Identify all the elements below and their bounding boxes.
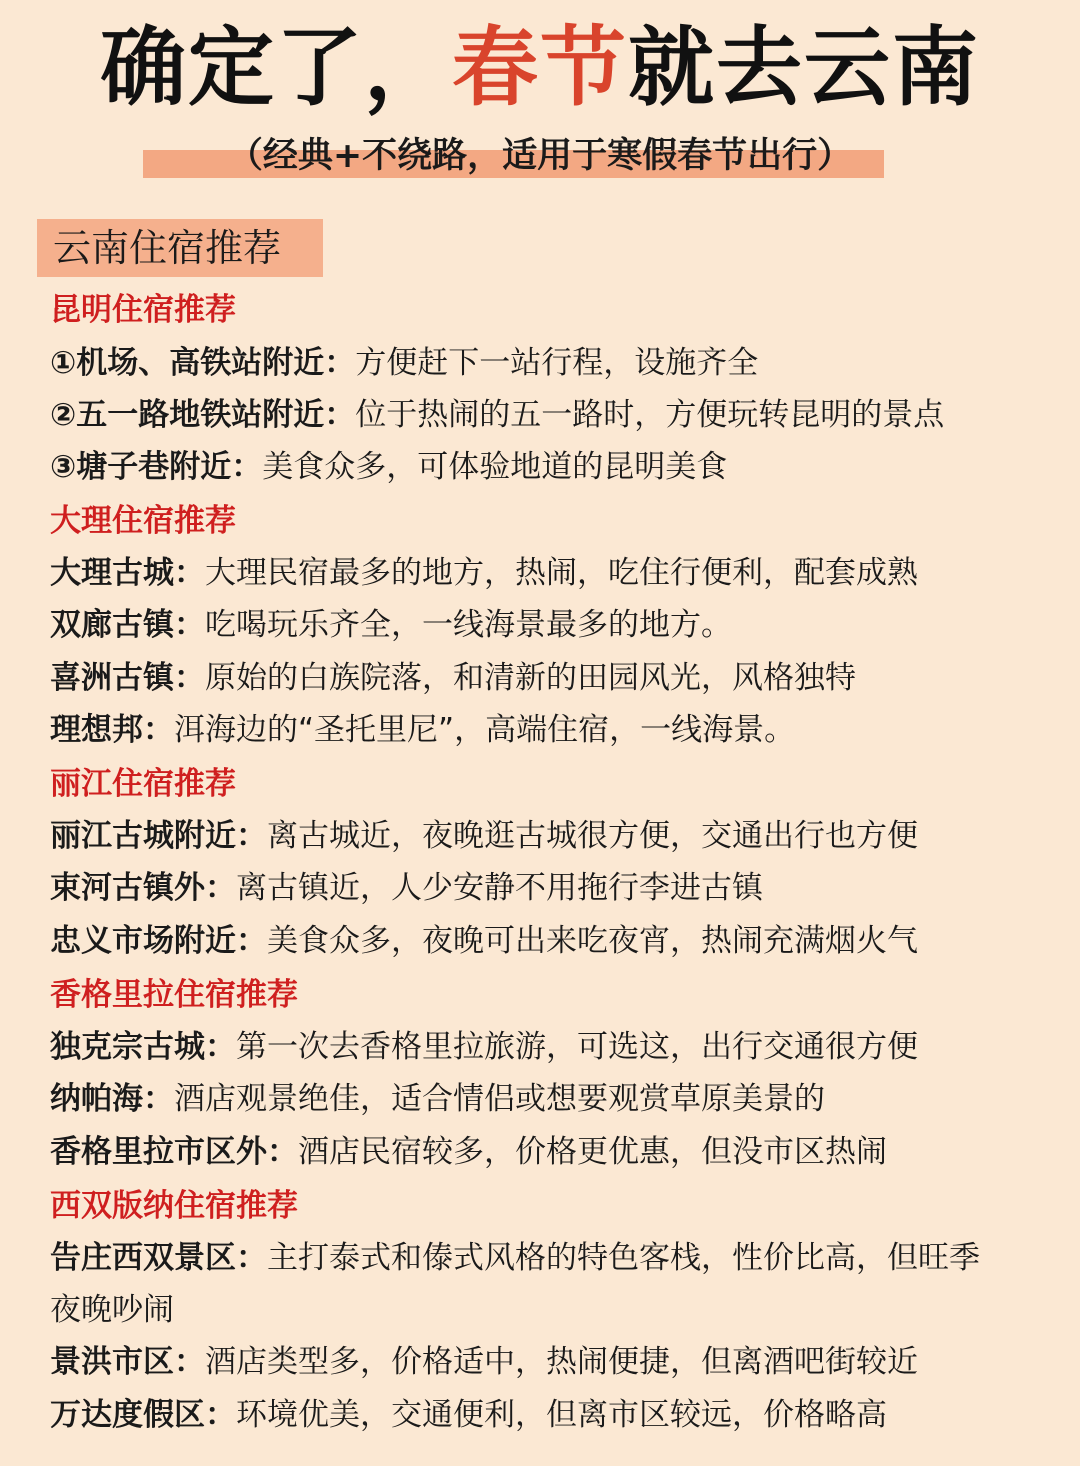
region-title-shangrila: 香格里拉住宿推荐 (50, 977, 298, 1013)
item-value: 离古镇近，人少安静不用拖行李进古镇 (236, 870, 763, 906)
item-key: ②五一路地铁站附近： (50, 397, 356, 433)
item-key: ③塘子巷附近： (50, 449, 263, 485)
list-item (50, 1389, 1050, 1441)
list-item (50, 547, 1050, 599)
item-value: 美食众多，可体验地道的昆明美食 (262, 449, 728, 485)
item-value: 酒店民宿较多，价格更优惠，但没市区热闹 (298, 1134, 887, 1170)
item-value: 位于热闹的五一路时，方便玩转昆明的景点 (355, 397, 945, 433)
item-key: 香格里拉市区外： (50, 1134, 298, 1170)
item-key: ①机场、高铁站附近： (50, 345, 356, 381)
region-title-xishuangbanna: 西双版纳住宿推荐 (50, 1188, 298, 1224)
list-item (50, 862, 1050, 914)
item-value: 环境优美，交通便利，但离市区较远，价格略高 (236, 1397, 887, 1433)
item-value: 大理民宿最多的地方，热闹，吃住行便利，配套成熟 (205, 555, 918, 591)
list-item (50, 1021, 1050, 1073)
item-value: 美食众多，夜晚可出来吃夜宵，热闹充满烟火气 (267, 923, 918, 959)
item-value: 洱海边的“圣托里尼”，高端住宿，一线海景。 (174, 712, 796, 748)
item-key: 理想邦： (50, 712, 174, 748)
item-key: 大理古城： (50, 555, 205, 591)
item-key: 景洪市区： (50, 1344, 205, 1380)
title-part1: 确定了， (100, 18, 452, 118)
item-value: 原始的白族院落，和清新的田园风光，风格独特 (205, 660, 856, 696)
title-part2: 就去云南 (628, 18, 980, 118)
item-key: 告庄西双景区： (50, 1240, 267, 1276)
item-value: 主打泰式和傣式风格的特色客栈，性价比高，但旺季 (267, 1240, 980, 1276)
list-item (50, 915, 1050, 967)
list-item (50, 599, 1050, 651)
list-item (50, 810, 1050, 862)
list-item (50, 1336, 1050, 1388)
item-key: 纳帕海： (50, 1081, 174, 1117)
list-item-continuation (50, 1284, 1050, 1336)
item-key: 丽江古城附近： (50, 818, 267, 854)
list-item (50, 337, 1050, 389)
list-item (50, 1073, 1050, 1125)
list-item (50, 389, 1050, 441)
item-key: 忠义市场附近： (50, 923, 267, 959)
region-title-kunming: 昆明住宿推荐 (50, 292, 236, 328)
item-value-line2: 夜晚吵闹 (50, 1292, 174, 1328)
list-item (50, 652, 1050, 704)
list-item (50, 1232, 1050, 1284)
item-value: 酒店观景绝佳，适合情侣或想要观赏草原美景的 (174, 1081, 825, 1117)
subtitle: （经典+不绕路，适用于寒假春节出行） (227, 136, 853, 176)
item-value: 离古城近，夜晚逛古城很方便，交通出行也方便 (267, 818, 918, 854)
item-value: 吃喝玩乐齐全，一线海景最多的地方。 (205, 607, 732, 643)
item-value: 方便赶下一站行程，设施齐全 (355, 345, 759, 381)
page-title (0, 18, 1080, 118)
item-value: 酒店类型多，价格适中，热闹便捷，但离酒吧街较近 (205, 1344, 918, 1380)
item-key: 万达度假区： (50, 1397, 236, 1433)
list-item (50, 704, 1050, 756)
section-tag-label: 云南住宿推荐 (53, 226, 282, 270)
item-key: 束河古镇外： (50, 870, 236, 906)
item-key: 喜洲古镇： (50, 660, 205, 696)
section-tag (37, 219, 323, 277)
title-accent: 春节 (452, 18, 628, 118)
item-value: 第一次去香格里拉旅游，可选这，出行交通很方便 (236, 1029, 918, 1065)
region-title-lijiang: 丽江住宿推荐 (50, 766, 236, 802)
list-item (50, 441, 1050, 493)
item-key: 双廊古镇： (50, 607, 205, 643)
region-title-dali: 大理住宿推荐 (50, 503, 236, 539)
list-item (50, 1126, 1050, 1178)
item-key: 独克宗古城： (50, 1029, 236, 1065)
